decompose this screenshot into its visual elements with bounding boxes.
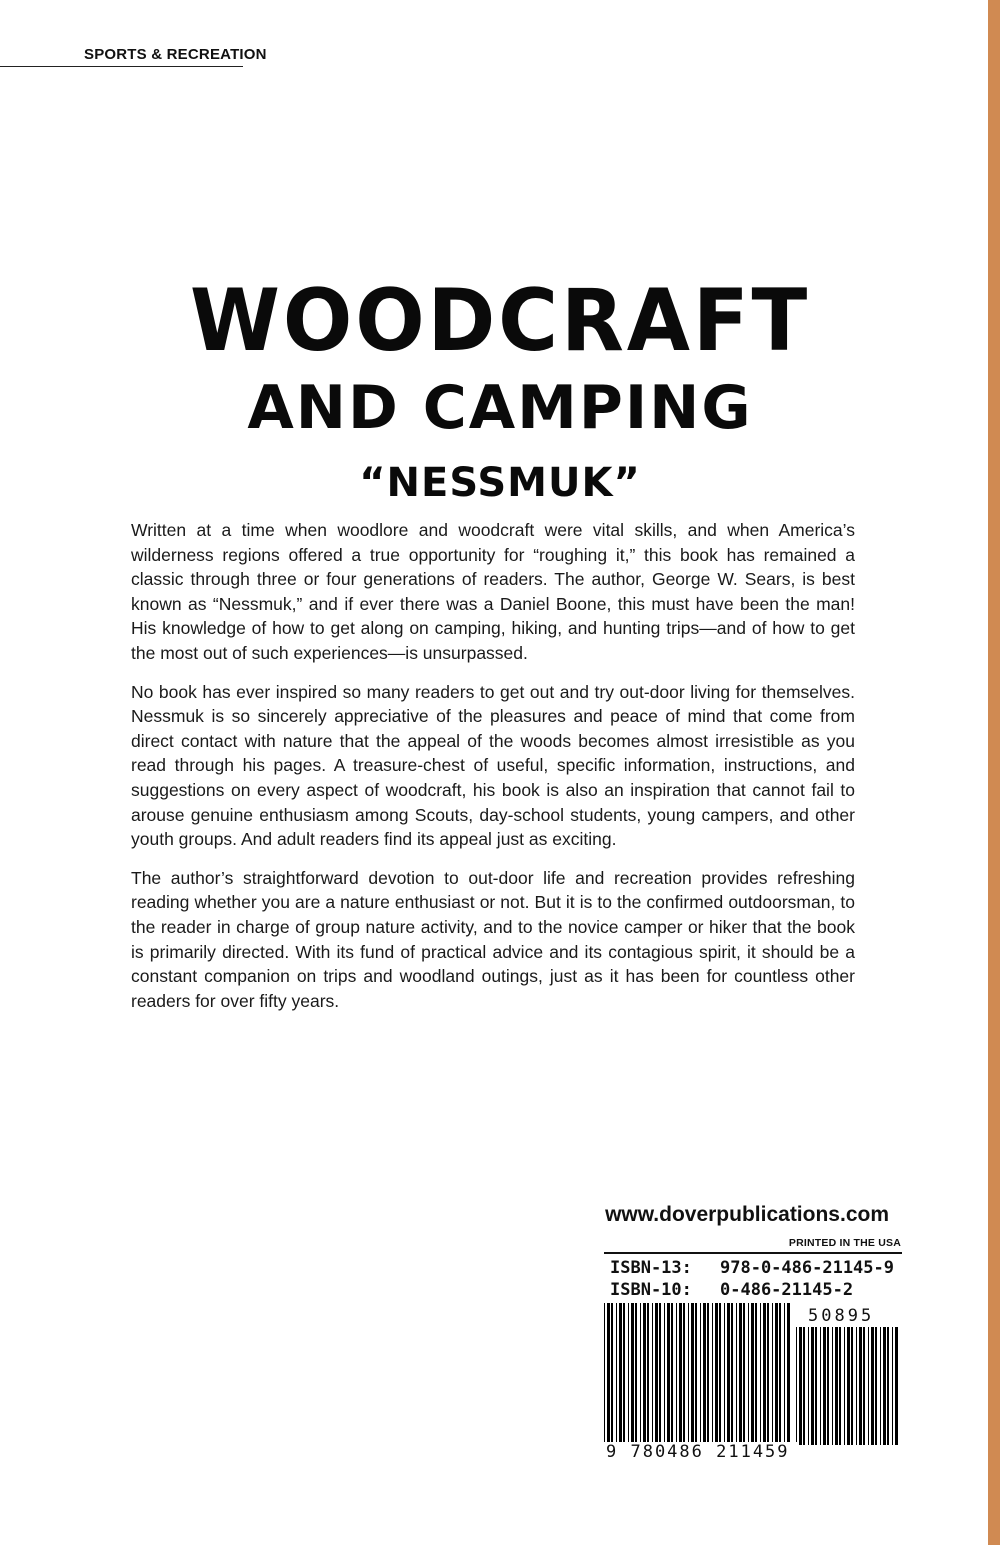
isbn10-line — [610, 1280, 853, 1300]
category-divider — [0, 66, 243, 67]
isbn10-label: ISBN-10: — [610, 1280, 692, 1300]
category-label: SPORTS & RECREATION — [84, 46, 267, 63]
barcode-top-rule — [604, 1252, 902, 1254]
isbn10-value: 0-486-21145-2 — [720, 1280, 854, 1300]
publisher-website: www.doverpublications.com — [605, 1203, 889, 1226]
isbn13-line — [610, 1258, 894, 1278]
title-line-1: WOODCRAFT — [189, 271, 811, 371]
blurb-paragraph-1: Written at a time when woodlore and woodcraft were vital skills, and when America’s wilderness regions offered a true opportunity for “roughing it,” this book has remained a classic through three or four generations of readers. The author, George W. Sears, is best known as “Nessmuk,” and if ever there was a Daniel Boone, this must have been the man! His knowledge of how to get along on camping, hiking, and hunting trips—and of how to get the most out of such experiences—is unsurpassed. — [131, 520, 855, 663]
addon-barcode-icon — [796, 1327, 900, 1445]
description-blurb — [131, 518, 855, 1027]
price-code: 50895 — [808, 1306, 875, 1326]
spine-edge — [988, 0, 1000, 1545]
title-line-2: AND CAMPING — [247, 373, 753, 443]
blurb-paragraph-3: The author’s straightforward devotion to out-door life and recreation provides refreshing reading whether you are a nature enthusiast or not. But it is to the confirmed outdoorsman, to the reader in charge of group nature activity, and to the novice camper or hiker that the book is primarily directed. With its fund of practical advice and its contagious spirit, it should be a constant companion on trips and woodland outings, just as it has been for countless other readers for over fifty years. — [131, 867, 855, 1011]
isbn13-value: 978-0-486-21145-9 — [720, 1258, 894, 1278]
main-barcode-icon — [604, 1303, 792, 1448]
isbn13-label: ISBN-13: — [610, 1258, 692, 1278]
isbn-barcode-block — [604, 1252, 902, 1462]
blurb-paragraph-2: No book has ever inspired so many readers to get out and try out-door living for themselves. Nessmuk is so sincerely appreciative of the pleasures and peace of mind that come from direct contact with nature that the appeal of the woods becomes almost irresistible as you read through his pages. A treasure-chest of useful, specific information, instructions, and suggestions on every aspect of woodcraft, his book is also an inspiration that cannot fail to arouse genuine enthusiasm among Scouts, day-school students, young campers, and other youth groups. And adult readers find its appeal just as exciting. — [131, 681, 855, 850]
printed-in-label: PRINTED IN THE USA — [788, 1237, 901, 1249]
author-name: “NESSMUK” — [359, 460, 641, 506]
barcode-digits: 9 780486 211459 — [604, 1442, 798, 1462]
